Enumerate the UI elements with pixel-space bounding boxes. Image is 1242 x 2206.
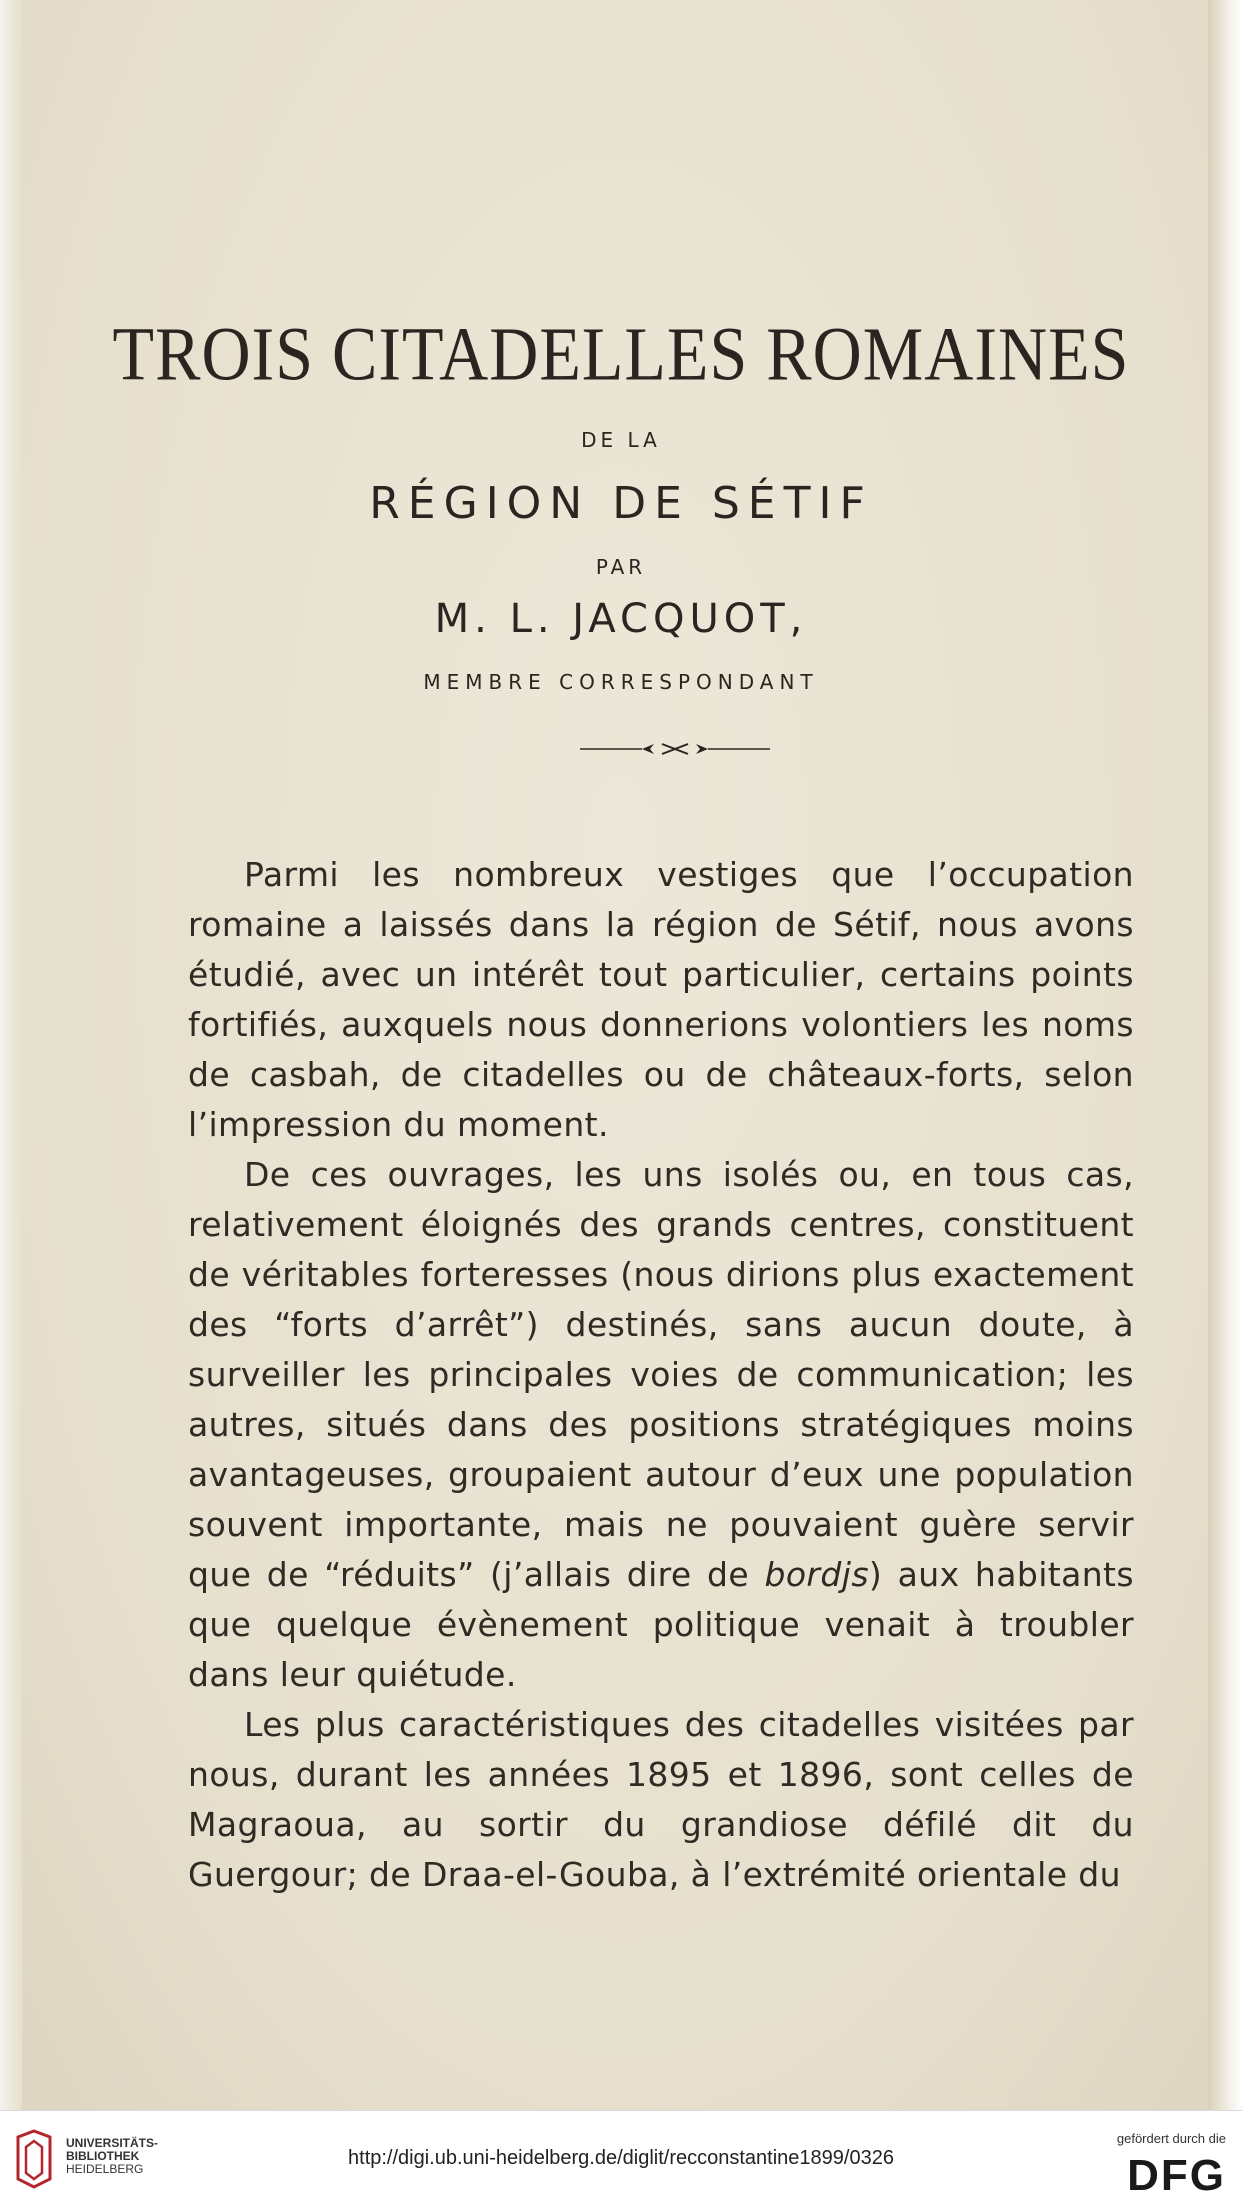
page-subtitle: RÉGION DE SÉTIF: [369, 478, 873, 529]
viewer-footer: [0, 2110, 1242, 2206]
sponsor-label: gefördert durch die: [1116, 2131, 1226, 2146]
dfg-logo-icon: DFG: [1127, 2151, 1226, 2200]
paragraph-3: Les plus caractéristiques des citadelles visitées par nous, durant les années 1895 et 1896, sont celles de Magraoua, au sortir du grandiose défilé dit du Guergour; de Draa-el-Gouba, à l’extrémité orientale du: [188, 1705, 1134, 1894]
paragraph-2: De ces ouvrages, les uns isolés ou, en tous cas, relativement éloignés des grands centres, constituent de véritables forteresses (nous dirions plus exactement des “forts d’arrêt”) destinés, sans aucun doute, à surveiller les principales voies de communication; les autres, situés dans des positions stratégiques moins avantageuses, groupaient autour d’eux une population souvent importante, mais ne pouvaient guère servir que de “réduits” (j’allais dire de bordjs) aux habitants que quelque évènement politique venait à troubler dans leur quiétude.: [188, 1155, 1134, 1694]
library-name: UNIVERSITÄTS- BIBLIOTHEK HEIDELBERG: [66, 2136, 159, 2176]
author-connector: PAR: [595, 555, 647, 579]
author-name: M. L. JACQUOT,: [434, 596, 808, 642]
author-role: MEMBRE CORRESPONDANT: [423, 670, 819, 694]
paragraph-1: Parmi les nombreux vestiges que l’occupation romaine a laissés dans la région de Sétif, nous avons étudié, avec un intérêt tout particulier, certains points fortifiés, auxquels nous donnerions volontiers les noms de casbah, de citadelles ou de châteaux-forts, selon l’impression du moment.: [188, 855, 1134, 1144]
page-title: TROIS CITADELLES ROMAINES: [112, 311, 1130, 397]
page-url-link[interactable]: http://digi.ub.uni-heidelberg.de/diglit/recconstantine1899/0326: [348, 2147, 894, 2169]
title-connector: DE LA: [581, 428, 661, 452]
ornament-icon: [580, 740, 770, 758]
article-body: [188, 850, 1134, 1900]
